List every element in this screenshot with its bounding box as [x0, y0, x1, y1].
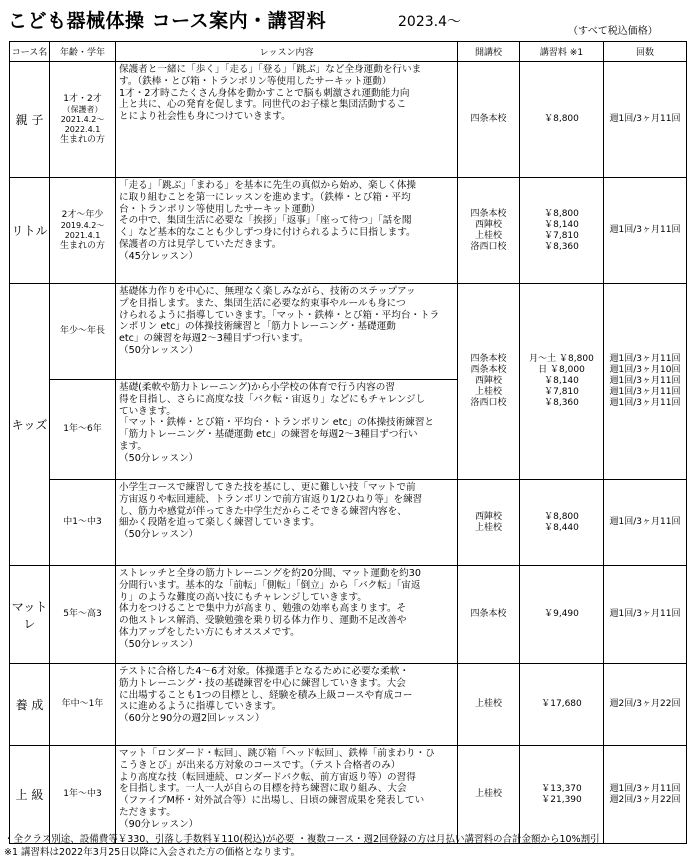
header-fee: 講習料 ※1: [520, 42, 604, 62]
fee-oyako: ￥8,800: [520, 62, 604, 178]
table-row-little: [10, 178, 687, 284]
fee-mattore: ￥9,490: [520, 566, 604, 664]
times-kids-3: 週1回/3ヶ月11回: [604, 480, 687, 566]
table-header-row: [10, 42, 687, 62]
fee-joukyu: ￥13,370 ￥21,390: [520, 746, 604, 844]
lesson-kids-2: 基礎(柔軟や筋力トレーニング)から小学校の体育で行う内容の習 得を目指し、さらに高度な技「バク転・宙返り」などにもチャレンジし ていきます。 「マット・鉄棒・とび箱・平均台・トランポリン etc」の体操技術練習と 「筋力トレーニング・基礎運動 etc」の練習を毎週2～3種目ずつ行い ます。 （50分レッスン）: [116, 380, 458, 480]
age-joukyu: 1年～中3: [50, 746, 116, 844]
times-joukyu: 週1回/3ヶ月11回 週2回/3ヶ月22回: [604, 746, 687, 844]
header-lesson: レッスン内容: [116, 42, 458, 62]
school-kids-shared: 四条本校 西条本校 西陣校 上桂校 洛西口校: [458, 284, 520, 480]
age-kids-2: 1年～6年: [50, 380, 116, 480]
page-title: こども器械体操 コース案内・講習料: [8, 10, 327, 32]
tax-note: （すべて税込価格）: [568, 26, 658, 37]
header-school: 開講校: [458, 42, 520, 62]
table-row-kids-1: [10, 284, 687, 380]
times-little: 週1回/3ヶ月11回: [604, 178, 687, 284]
school-yousei: 上桂校: [458, 664, 520, 746]
fee-kids-shared: 月～土 ￥8,800 日 ￥8,000 ￥8,140 ￥7,810 ￥8,360: [520, 284, 604, 480]
age-little: 2才～年少 2019.4.2～ 2021.4.1 生まれの方: [50, 178, 116, 284]
footer-notes: [4, 833, 696, 859]
course-name-yousei: 養 成: [10, 664, 50, 746]
course-name-kids: キッズ: [10, 284, 50, 566]
table-row-kids-3: [10, 480, 687, 566]
fee-little: ￥8,800 ￥8,140 ￥7,810 ￥8,360: [520, 178, 604, 284]
age-kids-3: 中1～中3: [50, 480, 116, 566]
course-name-little: リトル: [10, 178, 50, 284]
header-times: 回数: [604, 42, 687, 62]
lesson-yousei: テストに合格した4～6才対象。体操選手となるために必要な柔軟・ 筋力トレーニング・技の基礎練習を中心に練習していきます。大会 に出場することも1つの目標とし、経験を積み上級コースや育成コー スに進めるように指導していきます。 （60分と90分の週2回レッスン）: [116, 664, 458, 746]
lesson-oyako: 保護者と一緒に「歩く」「走る」「登る」「跳ぶ」など全身運動を行いま す。（鉄棒・とび箱・トランポリン等使用したサーキット運動） 1才・2才時こたくさん身体を動かすことで脳も刺激され運動能力向 上と共に、心の発育を促します。同世代のお子様と集団活動するこ とにより社会性も身につけていきます。: [116, 62, 458, 178]
times-kids-shared: 週1回/3ヶ月11回 週1回/3ヶ月10回 週1回/3ヶ月11回 週1回/3ヶ月11回 週1回/3ヶ月11回: [604, 284, 687, 480]
lesson-mattore: ストレッチと全身の筋力トレーニングを約20分間、マット運動を約30 分間行います。基本的な「前転」「側転」「倒立」から「バク転」「宙返 り」のような難度の高い技にもチャレンジしていきます。 体力をつけることで集中力が高まり、勉強の効率も高まります。そ の他ストレス解消、受験勉強を乗り切る体力作り、運動不足改善や 体力アップをしたい方にもオススメです。 （50分レッスン）: [116, 566, 458, 664]
course-table: [9, 41, 687, 844]
school-little: 四条本校 西陣校 上桂校 洛西口校: [458, 178, 520, 284]
lesson-little: 「走る」「跳ぶ」「まわる」を基本に先生の真似から始め、楽しく体操 に取り組むことを第一にレッスンを進めます。（鉄棒・とび箱・平均 台・トランポリン等使用したサーキット運動） その中で、集団生活に必要な「挨拶」「返事」「座って待つ」「話を聞 く」など基本的なことも少しずつ身に付けられるように目指します。 保護者の方は見学していただきます。 （45分レッスン）: [116, 178, 458, 284]
page-header: [0, 0, 699, 42]
fee-kids-3: ￥8,800 ￥8,440: [520, 480, 604, 566]
fee-yousei: ￥17,680: [520, 664, 604, 746]
effective-date: 2023.4～: [398, 14, 461, 30]
footer-note-1: ・全クラス別途、設備費等￥330、引落し手数料￥110(税込)が必要 ・複数コース・週2回登録の方は月払い講習料の合計金額から10%割引: [4, 834, 600, 845]
header-course: コース名: [10, 42, 50, 62]
age-oyako: 1才・2才 （保護者） 2021.4.2～ 2022.4.1 生まれの方: [50, 62, 116, 178]
header-age: 年齢・学年: [50, 42, 116, 62]
table-row-oyako: [10, 62, 687, 178]
times-yousei: 週2回/3ヶ月22回: [604, 664, 687, 746]
school-joukyu: 上桂校: [458, 746, 520, 844]
course-name-oyako: 親 子: [10, 62, 50, 178]
times-oyako: 週1回/3ヶ月11回: [604, 62, 687, 178]
course-name-joukyu: 上 級: [10, 746, 50, 844]
school-kids-3: 西陣校 上桂校: [458, 480, 520, 566]
course-name-mattore: マットレ: [10, 566, 50, 664]
age-kids-1: 年少～年長: [50, 284, 116, 380]
school-oyako: 四条本校: [458, 62, 520, 178]
lesson-kids-3: 小学生コースで練習してきた技を基にし、更に難しい技「マットで前 方宙返りや転回連続、トランポリンで前方宙返り1/2ひねり等」を練習 し、筋力や感覚が伴ってきた中学生だからこそできる練習内容を、 細かく段階を追って楽しく練習していきます。 （50分レッスン）: [116, 480, 458, 566]
table-row-joukyu: [10, 746, 687, 844]
lesson-joukyu: マット「ロンダード・転回」、跳び箱「ヘッド転回」、鉄棒「前まわり・ひ こうきとび」が出来る方対象のコースです。（テスト合格者のみ） より高度な技（転回連続、ロンダードバク転、前方宙返り等）の習得 を目指します。一人一人が自らの目標を持ち練習に取り組み、大会 （ファイブM杯・対外試合等）に出場し、日頃の練習成果を発表してい ただきます。 （90分レッスン）: [116, 746, 458, 844]
school-mattore: 四条本校: [458, 566, 520, 664]
age-yousei: 年中～1年: [50, 664, 116, 746]
footer-note-2: ※1 講習料は2022年3月25日以降に入会された方の価格となります。: [4, 847, 301, 858]
age-mattore: 5年～高3: [50, 566, 116, 664]
lesson-kids-1: 基礎体力作りを中心に、無理なく楽しみながら、技術のステップアッ プを目指します。また、集団生活に必要な約束事やルールも身につ けられるように指導していきます。「マット・鉄棒・とび箱・平均台・トラ ンポリン etc」の体操技術練習と「筋力トレーニング・基礎運動 etc」の練習を毎週2～3種目ずつ行います。 （50分レッスン）: [116, 284, 458, 380]
table-row-yousei: [10, 664, 687, 746]
times-mattore: 週1回/3ヶ月11回: [604, 566, 687, 664]
table-row-mattore: [10, 566, 687, 664]
